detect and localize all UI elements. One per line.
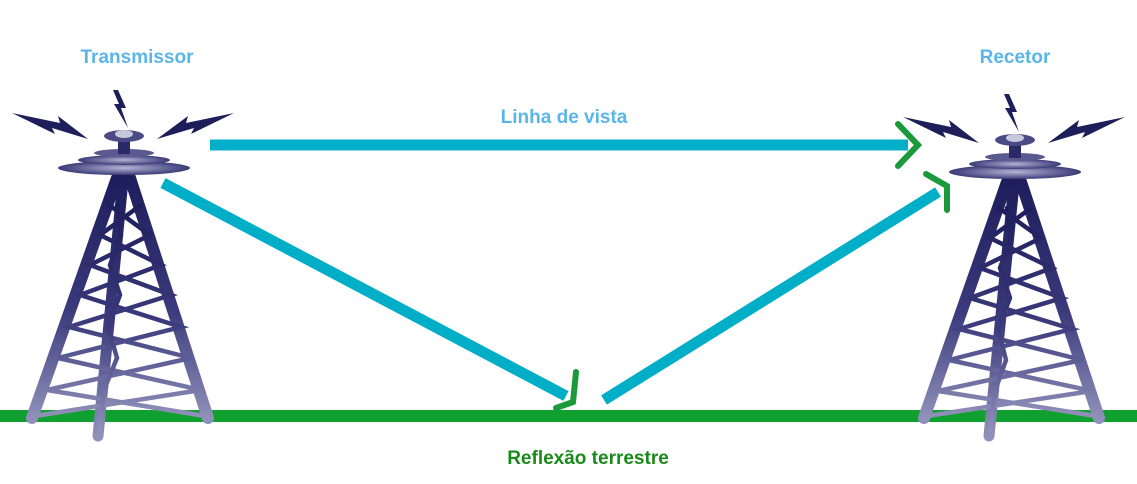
incident-ray bbox=[163, 183, 566, 396]
receiver-lightning-right-icon bbox=[1048, 117, 1125, 143]
receiver-tower bbox=[924, 134, 1099, 436]
receiver-lightning-top-icon bbox=[1004, 94, 1019, 132]
transmitter-lightning-top-icon bbox=[113, 90, 128, 128]
line-of-sight-label: Linha de vista bbox=[500, 107, 628, 128]
reflected-ray bbox=[604, 192, 938, 400]
transmitter-lightning-left-icon bbox=[12, 113, 88, 139]
receiver-label: Recetor bbox=[979, 47, 1051, 68]
ground-reflection-label: Reflexão terrestre bbox=[507, 448, 669, 469]
transmitter-lightning-right-icon bbox=[157, 113, 234, 139]
transmitter-tower bbox=[32, 130, 208, 436]
transmitter-label: Transmissor bbox=[80, 47, 194, 68]
